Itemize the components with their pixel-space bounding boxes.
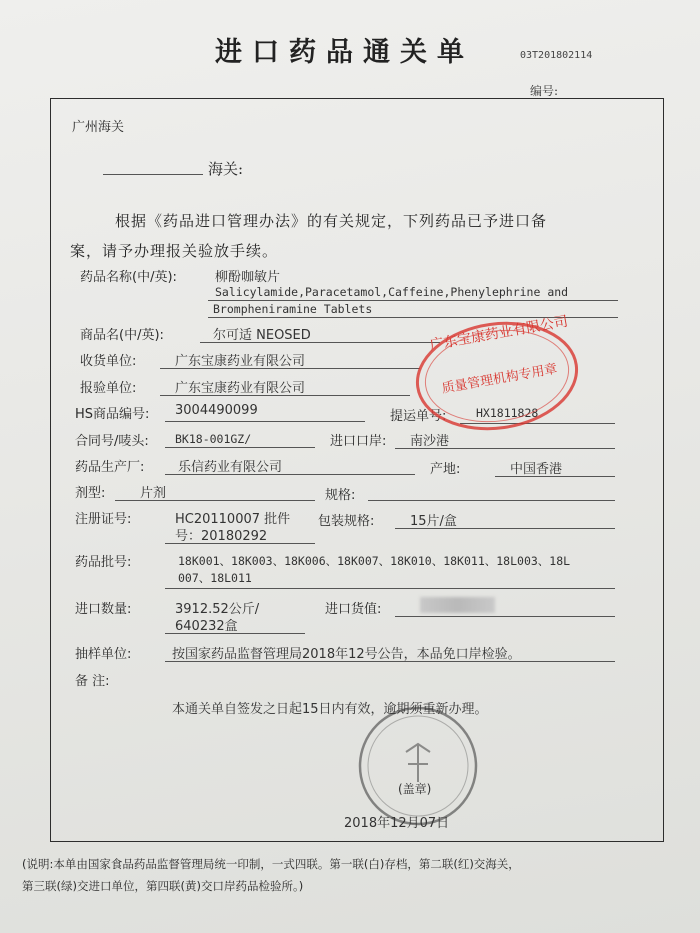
registration-line2: 号：20180292: [175, 529, 268, 544]
specification-underline: [368, 500, 615, 501]
bill-of-lading-value: HX1811828: [476, 406, 539, 420]
seal-company-name: 广东宝康药业有限公司: [428, 313, 570, 354]
seal-caption: (盖章): [398, 782, 432, 796]
drug-name-label: 药品名称(中/英):: [80, 270, 177, 285]
drug-name-cn: 柳酚咖敏片: [215, 270, 281, 285]
packaging-underline: [395, 528, 615, 529]
batch-label: 药品批号:: [75, 555, 132, 570]
manufacturer-label: 药品生产厂:: [75, 460, 145, 475]
contract-label: 合同号/唛头:: [75, 434, 149, 449]
drug-name-underline: [208, 300, 618, 301]
declarant-value: 广东宝康药业有限公司: [175, 381, 306, 396]
dosage-label: 剂型:: [75, 486, 106, 501]
batch-line2: 007、18L011: [178, 571, 252, 585]
contract-underline: [165, 447, 315, 448]
specification-label: 规格:: [325, 488, 356, 503]
dosage-value: 片剂: [140, 486, 167, 501]
hs-code-underline: [165, 421, 365, 422]
port-value: 南沙港: [410, 434, 450, 449]
redacted-value: [420, 597, 495, 613]
drug-name-en-line1: Salicylamide,Paracetamol,Caffeine,Phenylephrine and: [215, 285, 569, 299]
origin-underline: [495, 476, 615, 477]
manufacturer-underline: [165, 474, 415, 475]
port-underline: [395, 448, 615, 449]
serial-number-label: 编号:: [530, 84, 559, 98]
dosage-underline: [115, 500, 315, 501]
packaging-label: 包装规格:: [318, 514, 375, 529]
customs-blank-line: [103, 174, 203, 175]
footer-note-line2: 第三联(绿)交进口单位，第四联(黄)交口岸药品检验所。): [22, 879, 304, 893]
value-underline: [395, 616, 615, 617]
consignee-underline: [160, 368, 420, 369]
quantity-underline: [165, 633, 305, 634]
addressee-customs: 广州海关: [72, 120, 125, 135]
origin-value: 中国香港: [510, 462, 563, 477]
hs-code-label: HS商品编号:: [75, 407, 150, 422]
sampling-label: 抽样单位:: [75, 647, 132, 662]
remarks-label: 备 注:: [75, 674, 110, 689]
bill-of-lading-label: 提运单号:: [390, 409, 447, 424]
quantity-line2: 640232盒: [175, 619, 238, 634]
batch-underline: [165, 588, 615, 589]
packaging-value: 15片/盒: [410, 514, 457, 529]
declarant-underline: [160, 395, 410, 396]
intro-paragraph-line1: 根据《药品进口管理办法》的有关规定，下列药品已予进口备: [115, 212, 548, 230]
manufacturer-value: 乐信药业有限公司: [178, 460, 283, 475]
hs-code-value: 3004490099: [175, 403, 258, 418]
issue-date: 2018年12月07日: [344, 816, 450, 831]
trade-name-underline: [200, 342, 440, 343]
seal-purpose: 质量管理机构专用章: [440, 361, 559, 397]
intro-paragraph-line2: 案，请予办理报关验放手续。: [70, 242, 279, 260]
batch-line1: 18K001、18K003、18K006、18K007、18K010、18K011、18L003、18L: [178, 554, 571, 568]
document-number: 03T201802114: [520, 50, 593, 61]
origin-label: 产地:: [430, 462, 461, 477]
consignee-value: 广东宝康药业有限公司: [175, 354, 306, 369]
declarant-label: 报验单位:: [80, 381, 137, 396]
sampling-underline: [165, 661, 615, 662]
contract-value: BK18-001GZ/: [175, 432, 252, 446]
form-title: 进口药品通关单: [215, 37, 474, 68]
validity-note: 本通关单自签发之日起15日内有效，逾期须重新办理。: [172, 702, 488, 717]
trade-name-value: 尔可适 NEOSED: [213, 328, 311, 343]
footer-note-line1: (说明:本单由国家食品药品监督管理局统一印制，一式四联。第一联(白)存档，第二联(红)交海关，: [22, 857, 520, 871]
sampling-value: 按国家药品监督管理局2018年12号公告，本品免口岸检验。: [172, 647, 521, 662]
trade-name-label: 商品名(中/英):: [80, 328, 164, 343]
port-label: 进口口岸:: [330, 434, 387, 449]
value-label: 进口货值:: [325, 602, 382, 617]
customs-suffix: 海关:: [208, 160, 244, 178]
registration-underline: [165, 543, 315, 544]
consignee-label: 收货单位:: [80, 354, 137, 369]
quantity-label: 进口数量:: [75, 602, 132, 617]
registration-label: 注册证号:: [75, 512, 132, 527]
registration-line1: HC20110007 批件: [175, 512, 291, 527]
drug-name-en-line2: Brompheniramine Tablets: [213, 302, 373, 316]
quantity-line1: 3912.52公斤/: [175, 602, 260, 617]
